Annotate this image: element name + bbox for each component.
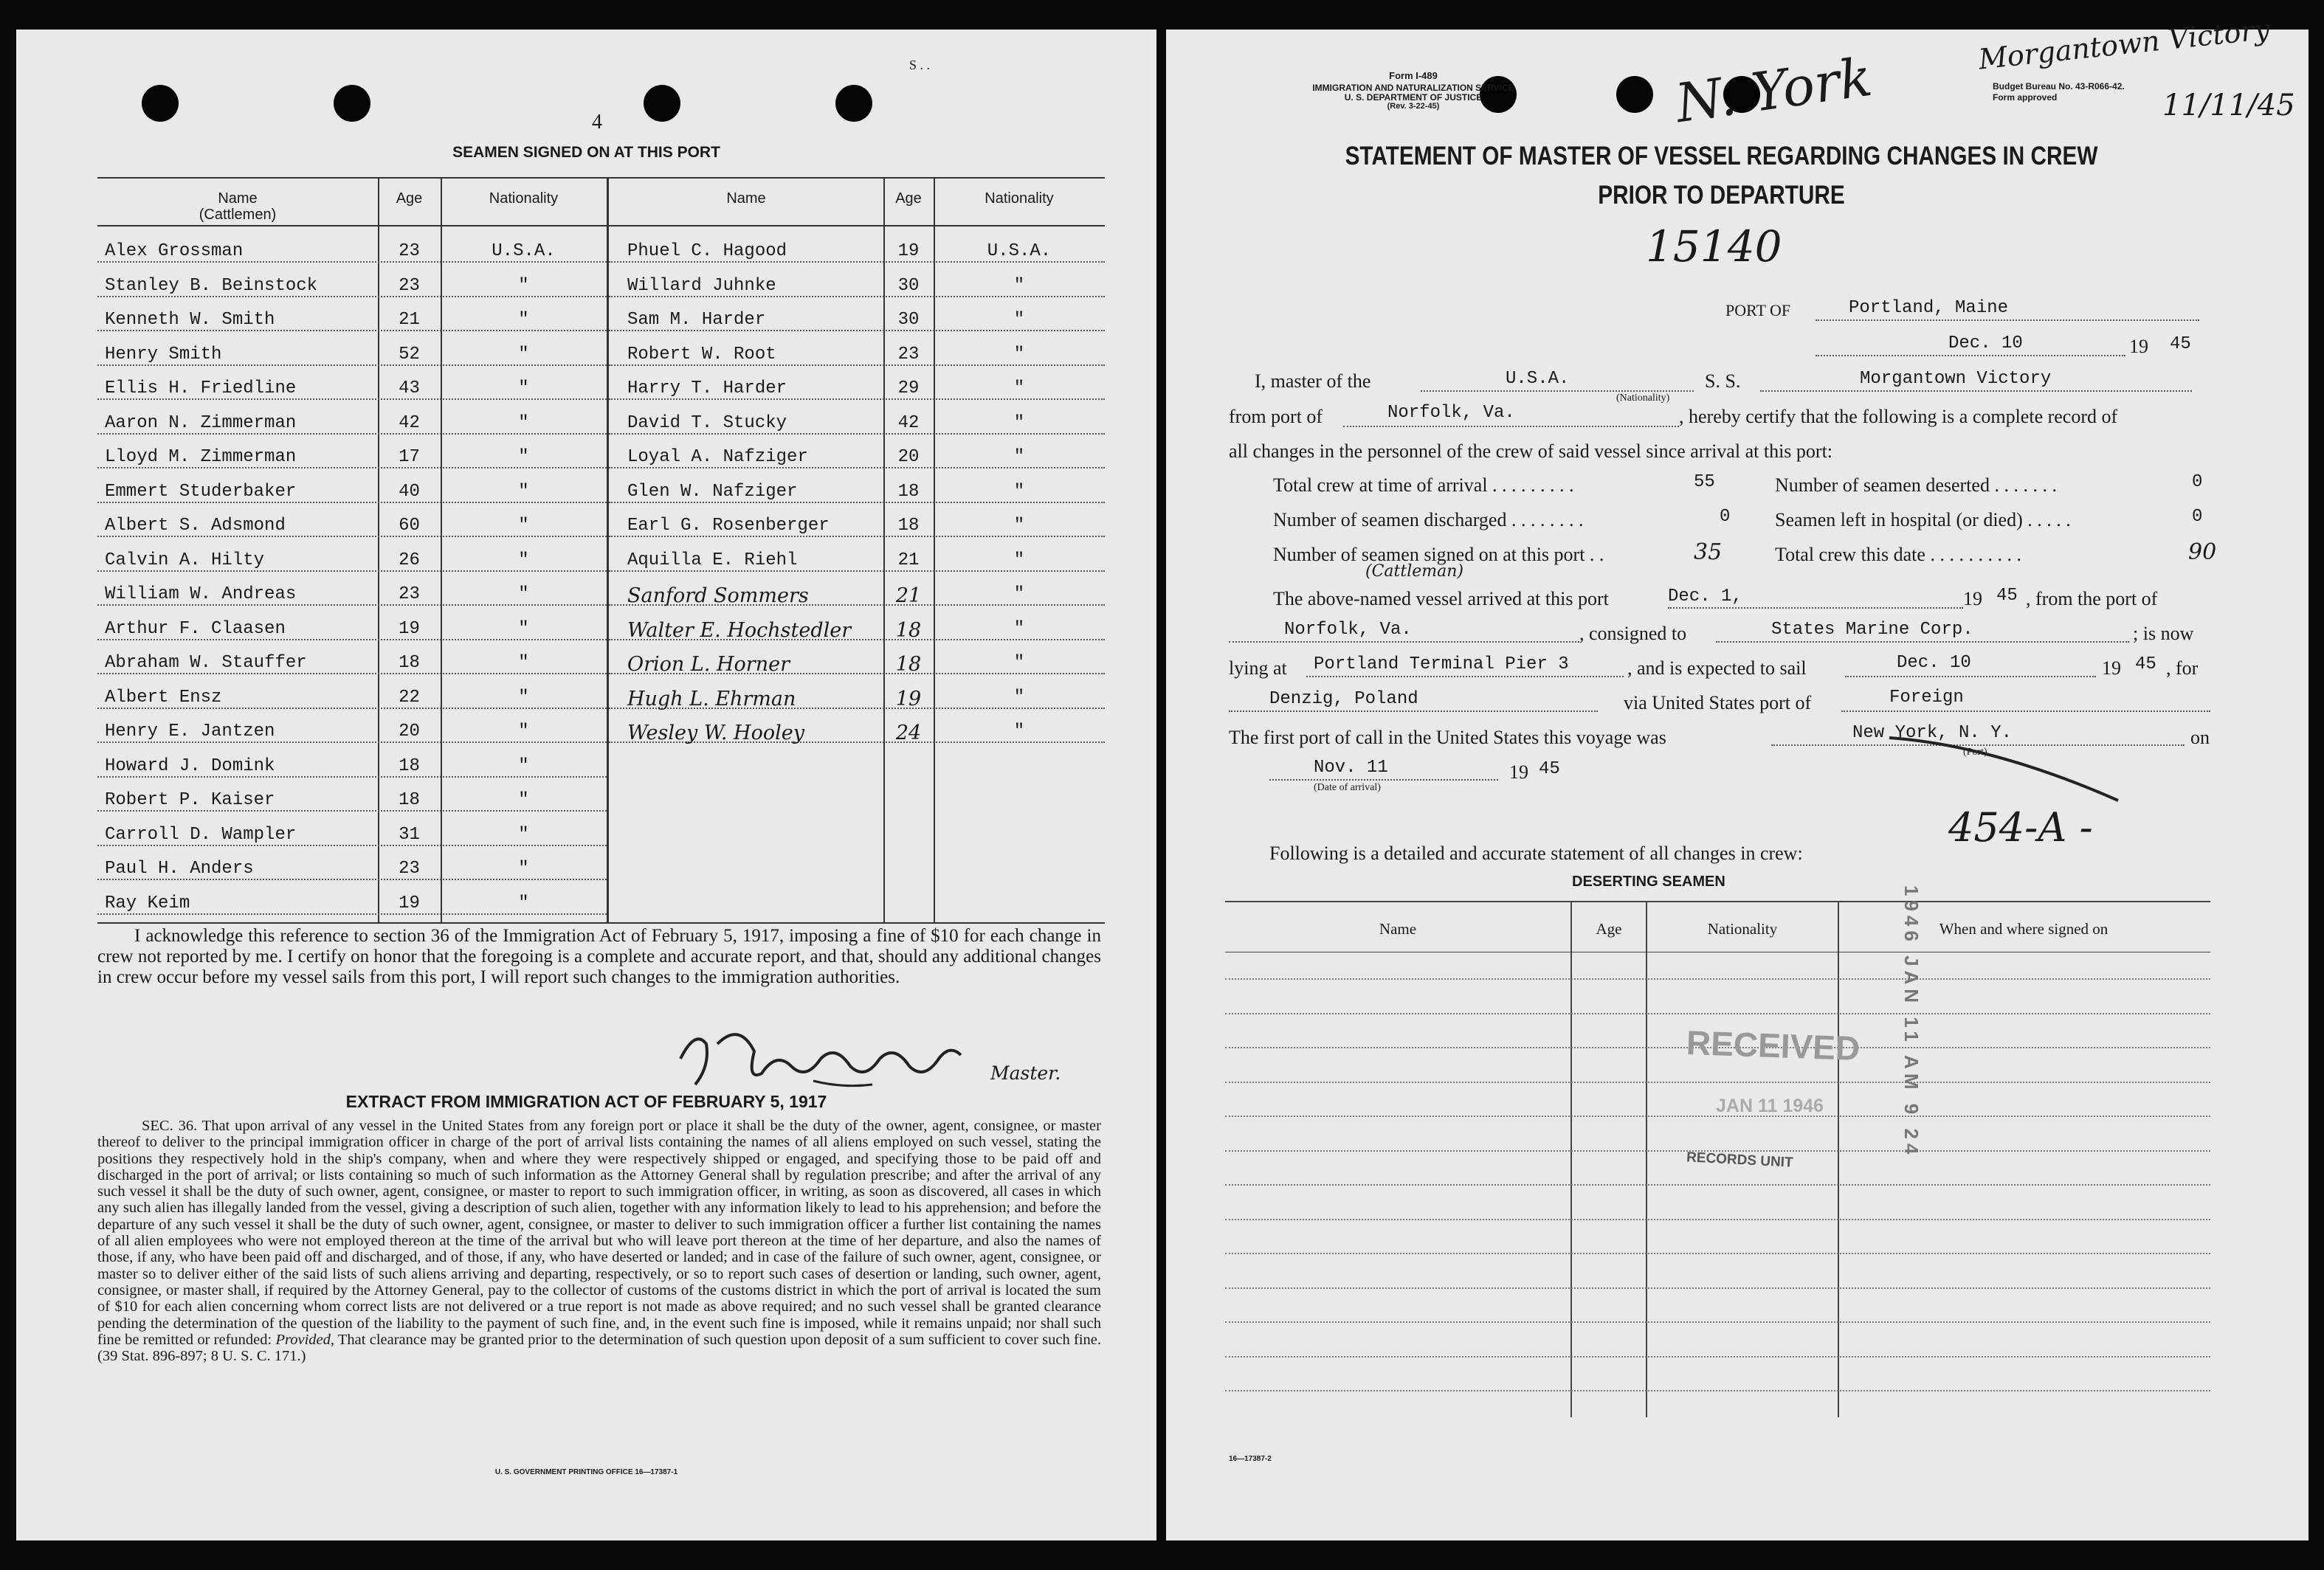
seaman-age: 23 <box>399 241 420 261</box>
extract-title: EXTRACT FROM IMMIGRATION ACT OF FEBRUARY 5, 1917 <box>345 1092 827 1111</box>
seaman-age: 30 <box>897 310 920 330</box>
seaman-nationality: " <box>518 755 529 776</box>
seaman-age: 20 <box>897 447 920 467</box>
printing-code: 16—17387-2 <box>1229 1455 1272 1463</box>
seaman-name: Henry Smith <box>105 344 222 364</box>
seaman-name: Robert W. Root <box>627 344 776 364</box>
seaman-name: Lloyd M. Zimmerman <box>105 447 297 467</box>
seaman-age: 17 <box>399 447 420 467</box>
seaman-name: Aaron N. Zimmerman <box>105 412 297 433</box>
punch-hole <box>835 85 872 122</box>
seaman-age: 23 <box>897 344 920 364</box>
deserted-label: Number of seamen deserted . . . . . . . <box>1775 474 2057 496</box>
from-port-of-label: , from the port of <box>2026 588 2158 609</box>
pen-stroke <box>1882 727 2125 808</box>
seaman-age: 18 <box>399 653 420 673</box>
seaman-age: 18 <box>399 755 420 776</box>
handwritten-454a: 454-A - <box>1948 804 2093 851</box>
discharged-value: 0 <box>1720 507 1731 527</box>
seaman-nationality: " <box>1013 550 1025 570</box>
seaman-nationality: " <box>518 893 529 913</box>
arrived-year-prefix: 19 <box>1963 588 1982 609</box>
punch-hole <box>334 85 370 122</box>
deserting-row <box>1225 1252 2210 1254</box>
seaman-age: 23 <box>399 859 420 879</box>
seaman-nationality: U.S.A. <box>492 241 556 261</box>
arrived-year: 45 <box>1996 586 2018 606</box>
first-year-prefix: 19 <box>1509 761 1528 783</box>
seaman-age: 23 <box>399 584 420 604</box>
seaman-nationality: " <box>518 447 529 467</box>
is-now-label: ; is now <box>2133 623 2194 644</box>
page-number: 4 <box>592 111 602 134</box>
statement-title: STATEMENT OF MASTER OF VESSEL REGARDING CHANGES IN CREW <box>1345 142 2098 170</box>
revision: (Rev. 3-22-45) <box>1387 102 1440 111</box>
statement-year: 45 <box>2170 334 2191 354</box>
seaman-age: 21 <box>897 550 920 570</box>
seaman-nationality: " <box>1013 481 1025 502</box>
seaman-age: 21 <box>895 584 922 607</box>
seaman-age: 19 <box>897 241 920 261</box>
seaman-nationality: " <box>518 653 529 673</box>
hospital-label: Seamen left in hospital (or died) . . . . . <box>1775 509 2071 530</box>
seaman-nationality: " <box>518 824 529 845</box>
first-port-label: The first port of call in the United States this voyage was <box>1229 727 1666 748</box>
seaman-age: 43 <box>399 378 420 398</box>
seaman-age: 24 <box>895 722 922 744</box>
seaman-nationality: " <box>518 722 529 741</box>
seaman-name: Walter E. Hochstedler <box>627 618 852 642</box>
col-header-cattlemen: (Cattlemen) <box>199 207 277 223</box>
seaman-nationality: U.S.A. <box>987 241 1052 261</box>
seaman-age: 26 <box>399 550 420 570</box>
seaman-nationality: " <box>1013 722 1025 741</box>
seaman-name: Albert S. Adsmond <box>105 516 286 536</box>
arrived-from-value: Norfolk, Va. <box>1284 620 1412 640</box>
seaman-nationality: " <box>518 310 529 330</box>
col-header-age: Age <box>396 190 423 207</box>
port-caption: (Port) <box>1963 747 1987 758</box>
certify-text: , hereby certify that the following is a complete record of <box>1679 406 2118 427</box>
seaman-name: Orion L. Horner <box>627 653 790 676</box>
seaman-age: 29 <box>897 378 920 398</box>
seaman-name: Phuel C. Hagood <box>627 241 787 261</box>
seaman-nationality: " <box>1013 275 1025 296</box>
seaman-age: 42 <box>399 412 420 433</box>
seaman-name: Albert Ensz <box>105 687 222 708</box>
first-port-value: New York, N. Y. <box>1852 723 2013 743</box>
deserting-row <box>1225 1218 2210 1220</box>
ss-label: S. S. <box>1705 370 1741 392</box>
seaman-age: 19 <box>399 893 420 913</box>
seaman-name: Glen W. Nafziger <box>627 481 798 502</box>
arrived-label: The above-named vessel arrived at this port <box>1273 588 1609 609</box>
seaman-name: Aquilla E. Riehl <box>627 550 798 570</box>
signed-on-value: 35 <box>1694 539 1723 565</box>
seaman-name: Wesley W. Hooley <box>627 722 804 744</box>
deserting-row <box>1225 1183 2210 1186</box>
seaman-name: Paul H. Anders <box>105 859 254 879</box>
seaman-name: William W. Andreas <box>105 584 297 604</box>
seaman-nationality: " <box>1013 584 1025 604</box>
first-arrival-date: Nov. 11 <box>1314 758 1388 778</box>
sail-date: Dec. 10 <box>1897 653 1971 673</box>
seaman-name: Henry E. Jantzen <box>105 722 275 741</box>
deserting-row <box>1225 1012 2210 1014</box>
vessel-name: Morgantown Victory <box>1860 369 2052 389</box>
deserting-row <box>1225 1389 2210 1391</box>
col-header-nationality-2: Nationality <box>985 190 1054 207</box>
punch-hole <box>644 85 680 122</box>
all-changes-text: all changes in the personnel of the crew of said vessel since arrival at this port: <box>1229 440 1833 462</box>
seaman-name: Sam M. Harder <box>627 310 766 330</box>
deserting-col-age: Age <box>1596 920 1622 938</box>
destination-value: Denzig, Poland <box>1269 689 1418 709</box>
deserting-seamen-title: DESERTING SEAMEN <box>1572 874 1725 890</box>
records-unit-stamp: RECORDS UNIT <box>1686 1149 1794 1171</box>
col-header-name: Name <box>218 190 258 207</box>
first-year: 45 <box>1539 759 1560 779</box>
via-label: via United States port of <box>1624 692 1812 713</box>
seaman-name: Harry T. Harder <box>627 378 787 398</box>
total-crew-value: 55 <box>1694 472 1715 492</box>
agency-name: IMMIGRATION AND NATURALIZATION SERVICE <box>1312 83 1514 93</box>
year-prefix: 19 <box>2129 336 2148 357</box>
sail-year-prefix: 19 <box>2102 657 2121 679</box>
seaman-nationality: " <box>518 516 529 536</box>
seaman-nationality: " <box>518 859 529 879</box>
deserting-row <box>1225 1081 2210 1083</box>
statement-date: Dec. 10 <box>1948 333 2023 353</box>
seaman-age: 30 <box>897 275 920 296</box>
left-page <box>16 30 1156 1540</box>
lying-value: Portland Terminal Pier 3 <box>1314 654 1569 674</box>
seaman-name: Stanley B. Beinstock <box>105 275 318 296</box>
from-port-value: Norfolk, Va. <box>1387 403 1515 423</box>
deserting-row <box>1225 978 2210 980</box>
seaman-age: 20 <box>399 722 420 741</box>
deserting-row <box>1225 1287 2210 1289</box>
handwritten-vessel-name: Morgantown Victory <box>1976 13 2272 76</box>
deserting-col-name: Name <box>1379 920 1417 938</box>
seaman-name: Alex Grossman <box>105 241 244 261</box>
seaman-nationality: " <box>1013 516 1025 536</box>
total-date-value: 90 <box>2188 539 2217 565</box>
arrived-date: Dec. 1, <box>1668 587 1742 606</box>
seaman-age: 19 <box>895 687 922 710</box>
consigned-label: , consigned to <box>1579 623 1687 644</box>
seaman-name: Arthur F. Claasen <box>105 618 286 639</box>
port-of-label: PORT OF <box>1725 301 1791 319</box>
seaman-age: 18 <box>895 653 922 676</box>
extract-body: SEC. 36. That upon arrival of any vessel in the United States from any foreign port or place it shall be the duty of the owner, agent, consignee, or master thereof to deliver to the principal immigration officer in charge of the port of arrival lists containing the names of all aliens employed on such vessel, stating the positions they respectively hold in the ship's company, when and where they were respectively shipped or engaged, and specifying those to be paid off and discharged in the port of arrival; or lists containing so much of such information as the Attorney General shall by regulation prescribe; and after the arrival of any such vessel it shall be the duty of such owner, agent, consignee, or master to report to such immigration officer, in writing, as soon as discovered, all cases in which any such alien has illegally landed from the vessel, giving a description of such alien, together with any information likely to lead to his apprehension; and before the departure of any such vessel it shall be the duty of such owner, agent, consignee, or master to deliver to such immigration officer a further list containing the names of all alien employees who were not employed thereon at the time of the arrival but who will leave port thereon at the time of her departure, and also the names of those, if any, who have been paid off and discharged, and of those, if any, who have deserted or landed; and in case of the failure of such owner, agent, consignee, or master so to deliver either of the said lists of such aliens arriving and departing, respectively, or so to report such cases of desertion or landing, such owner, agent, consignee, or master shall, if required by the Attorney General, pay to the collector of customs of the customs district in which the port of arrival is located the sum of $10 for each alien concerning whom correct lists are not delivered or a true report is not made as above required; and no such vessel shall be granted clearance pending the determination of the question of the liability to the payment of such fine, and, in the event such fine is imposed, while it remains unpaid; nor shall such fine be remitted or refunded: Provided, That clearance may be granted prior to the determination of such question upon deposit of a sum sufficient to cover such fine. (39 Stat. 896-897; 8 U. S. C. 171.) <box>97 1118 1101 1365</box>
budget-bureau: Budget Bureau No. 43-R066-42. <box>1993 81 2125 91</box>
seaman-nationality: " <box>1013 687 1025 708</box>
col-header-age-2: Age <box>895 190 922 207</box>
top-mark: S . . <box>909 58 931 72</box>
seaman-age: 18 <box>399 790 420 810</box>
expected-label: , and is expected to sail <box>1627 657 1807 679</box>
handwritten-date: 11/11/45 <box>2162 89 2295 122</box>
received-stamp: RECEIVED <box>1686 1023 1861 1068</box>
discharged-label: Number of seamen discharged . . . . . . . . <box>1273 509 1584 530</box>
nationality-caption: (Nationality) <box>1616 392 1670 404</box>
lying-label: lying at <box>1229 657 1287 679</box>
seaman-age: 18 <box>897 516 920 536</box>
seaman-name: Howard J. Domink <box>105 755 275 776</box>
seaman-nationality: " <box>518 344 529 364</box>
signed-on-label: Number of seamen signed on at this port . . <box>1273 544 1604 565</box>
seaman-age: 18 <box>897 481 920 502</box>
deserted-value: 0 <box>2192 472 2203 492</box>
master-signature <box>666 1014 1020 1096</box>
seaman-name: Hugh L. Ehrman <box>627 687 796 710</box>
punch-hole <box>1616 76 1653 113</box>
acknowledgment-text: I acknowledge this reference to section 36 of the Immigration Act of February 5, 1917, imposing a fine of $10 for each change in crew not reported by me. I certify on honor that the foregoing is a complete and accurate report, and that, should any additional changes in crew occur before my vessel sails from this port, I will report such changes to the immigration authorities. <box>97 926 1101 987</box>
seaman-age: 31 <box>399 824 420 845</box>
deserting-col-nationality: Nationality <box>1707 920 1778 938</box>
seaman-nationality: " <box>1013 447 1025 467</box>
handwritten-number: 15140 <box>1646 221 1782 272</box>
printing-office: U. S. GOVERNMENT PRINTING OFFICE 16—17387-1 <box>494 1468 678 1476</box>
seaman-nationality: " <box>518 584 529 604</box>
seaman-age: 22 <box>399 687 420 708</box>
port-of-value: Portland, Maine <box>1849 298 2009 318</box>
deserting-row <box>1225 1355 2210 1358</box>
seaman-nationality: " <box>518 790 529 810</box>
seaman-age: 40 <box>399 481 420 502</box>
seaman-age: 23 <box>399 275 420 296</box>
consigned-value: States Marine Corp. <box>1771 620 1973 640</box>
seaman-age: 19 <box>399 618 420 639</box>
master-label: Master. <box>990 1062 1061 1084</box>
form-approved: Form approved <box>1993 92 2058 103</box>
received-date-stamp: JAN 11 1946 <box>1716 1096 1824 1116</box>
department-name: U. S. DEPARTMENT OF JUSTICE <box>1344 92 1483 103</box>
deserting-col-when: When and where signed on <box>1939 920 2109 938</box>
seaman-nationality: " <box>1013 412 1025 433</box>
seaman-name: David T. Stucky <box>627 412 787 433</box>
seaman-nationality: " <box>1013 653 1025 673</box>
seamen-signed-title: SEAMEN SIGNED ON AT THIS PORT <box>452 144 720 161</box>
seaman-name: Earl G. Rosenberger <box>627 516 830 536</box>
seaman-age: 42 <box>897 412 920 433</box>
seaman-age: 21 <box>399 310 420 330</box>
for-label: , for <box>2166 657 2199 679</box>
form-number: Form I-489 <box>1389 70 1438 81</box>
seaman-nationality: " <box>518 378 529 398</box>
seaman-nationality: " <box>518 550 529 570</box>
seaman-name: Willard Juhnke <box>627 275 776 296</box>
seaman-nationality: " <box>1013 618 1025 639</box>
seaman-nationality: " <box>1013 378 1025 398</box>
sail-year: 45 <box>2135 654 2156 674</box>
seaman-nationality: " <box>518 275 529 296</box>
seaman-nationality: " <box>1013 344 1025 364</box>
on-label: on <box>2190 727 2210 748</box>
handwritten-ny: N. York <box>1672 45 1876 135</box>
seaman-age: 18 <box>895 618 922 642</box>
seaman-name: Ellis H. Friedline <box>105 378 297 398</box>
date-arrival-caption: (Date of arrival) <box>1314 782 1381 793</box>
total-crew-label: Total crew at time of arrival . . . . . . . . . <box>1273 474 1574 496</box>
total-date-label: Total crew this date . . . . . . . . . . <box>1775 544 2021 565</box>
following-text: Following is a detailed and accurate statement of all changes in crew: <box>1269 843 1803 864</box>
nationality-value: U.S.A. <box>1506 369 1570 389</box>
seaman-age: 60 <box>399 516 420 536</box>
statement-subtitle: PRIOR TO DEPARTURE <box>1598 181 1845 210</box>
seaman-name: Kenneth W. Smith <box>105 310 275 330</box>
seaman-nationality: " <box>518 618 529 639</box>
punch-hole <box>142 85 179 122</box>
seaman-name: Loyal A. Nafziger <box>627 447 808 467</box>
col-header-name-2: Name <box>726 190 766 207</box>
seaman-nationality: " <box>518 687 529 708</box>
seaman-name: Calvin A. Hilty <box>105 550 265 570</box>
deserting-row <box>1225 1321 2210 1323</box>
seaman-name: Emmert Studerbaker <box>105 481 297 502</box>
seaman-name: Sanford Sommers <box>627 584 809 607</box>
seaman-name: Abraham W. Stauffer <box>105 653 307 673</box>
col-header-nationality: Nationality <box>489 190 559 207</box>
seaman-name: Carroll D. Wampler <box>105 824 297 845</box>
seaman-nationality: " <box>518 412 529 433</box>
seaman-nationality: " <box>1013 310 1025 330</box>
from-port-label: from port of <box>1229 406 1323 427</box>
via-value: Foreign <box>1889 688 1964 708</box>
seaman-name: Ray Keim <box>105 893 190 913</box>
seaman-age: 52 <box>399 344 420 364</box>
hospital-value: 0 <box>2192 507 2203 527</box>
master-of-label: I, master of the <box>1255 370 1371 392</box>
seaman-nationality: " <box>518 481 529 502</box>
cattleman-note: (Cattleman) <box>1365 562 1463 581</box>
vertical-time-stamp: 1946 JAN 11 AM 9 24 <box>1900 885 1923 1159</box>
seaman-name: Robert P. Kaiser <box>105 790 275 810</box>
